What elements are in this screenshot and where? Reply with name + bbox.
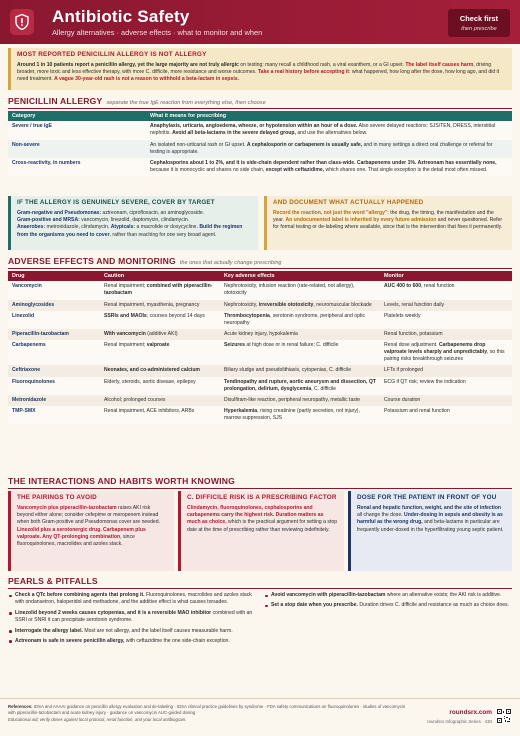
severe-allergy-cover-box — [8, 196, 258, 250]
dose-for-patient-box — [348, 491, 512, 571]
adverse-effects-cell: Hyperkalemia, rising creatinine (partly secretion, not injury), marrow suppression, SJS — [220, 406, 380, 424]
monitor-cell: Renal dose adjustment. Carbapenems drop valproate levels sharply and unpredictably, so this pairing risks breakthrough seizures — [380, 340, 512, 365]
adverse-effects-cell: Nephrotoxicity, irreversible ototoxicity, neuromuscular blockade — [220, 300, 380, 311]
box-text: Renal and hepatic function, weight, and the site of infection all change the dose. Under-dosing in sepsis and obesity is as harmful as the wrong drug, and beta-lactams in particular are frequently under-dosed in the hyperfiltrating young septic patient. — [357, 504, 504, 533]
pearls-section-heading: PEARLS & PITFALLS — [8, 576, 98, 586]
monitor-cell: Levels, renal function daily — [380, 300, 512, 311]
section-divider — [8, 268, 512, 269]
monitor-cell: Potassium and renal function — [380, 406, 512, 424]
drug-cell: TMP-SMX — [8, 406, 100, 424]
pairings-to-avoid-box — [8, 491, 174, 571]
table-row — [8, 340, 512, 365]
penicillin-section-heading: PENICILLIN ALLERGY separate the true IgE reaction from everything else, then choose — [8, 96, 266, 106]
references: References: IDSA and AAAAI guidance on penicillin allergy evaluation and de-labeling · IDSA clinical practice guidelines by syndrome · FDA safety communications on fluoroquinolones · studies of vancomycin with piperacillin-tazobactam and acute kidney injury · guidance on vancomycin AUC-guided dosing Educational aid; verify doses against local protocol, renal function, and your local antibiogram. — [8, 704, 406, 722]
drug-cell: Piperacillin-tazobactam — [8, 329, 100, 340]
box-text: Vancomycin plus piperacillin-tazobactam raises AKI risk beyond either alone; consider cefepime or meropenem instead when both Gram-positive and Pseudomonas cover are needed. Linezolid plus a serotonergic drug. Carbapenem plus valproate. Any QT-prolonging combination, since fluoroquinolones, macrolides and azoles stack. — [17, 504, 160, 548]
box-title: DOSE FOR THE PATIENT IN FRONT OF YOU — [357, 494, 497, 501]
pearl-item: Linezolid beyond 2 weeks causes cytopenias, and it is a reversible MAO inhibitor combined with an SSRI or SNRI it can precipitate serotonin syndrome. — [8, 610, 256, 625]
table-row — [8, 281, 512, 299]
column-header: What it means for prescribing — [146, 111, 512, 121]
monitor-cell: AUC 400 to 600, renal function — [380, 281, 512, 299]
pearl-item: Interrogate the allergy label. Most are not allergy, and the label itself causes measurable harm. — [8, 628, 256, 635]
drug-cell: Metronidazole — [8, 395, 100, 406]
table-row — [8, 395, 512, 406]
page-title: Antibiotic Safety — [52, 7, 190, 26]
adverse-effects-cell: Seizures at high dose or in renal failure; C. difficile — [220, 340, 380, 365]
section-divider — [8, 108, 512, 109]
caution-cell: Alcohol; prolonged courses — [100, 395, 220, 406]
meaning-cell: An isolated non-urticarial rash or GI upset. A cephalosporin or carbapenem is usually safe, and in many settings a direct oral challenge or referral for testing is appropriate. — [146, 140, 512, 158]
column-header: Caution — [100, 271, 220, 281]
badge-line-1: Check first — [459, 14, 499, 23]
footer — [0, 698, 520, 736]
adverse-section-heading: ADVERSE EFFECTS AND MONITORING the ones that actually change prescribing — [8, 256, 282, 266]
section-divider — [8, 488, 512, 489]
caution-cell: Renal impairment; combined with piperacillin-tazobactam — [100, 281, 220, 299]
penicillin-table — [8, 111, 512, 176]
category-cell: Non-severe — [8, 140, 146, 158]
adverse-effects-cell: Nephrotoxicity, infusion reaction (rate-related, not allergy), ototoxicity — [220, 281, 380, 299]
table-row — [8, 329, 512, 340]
caution-cell: Renal impairment; valproate — [100, 340, 220, 365]
pearl-item: Check a QTc before combining agents that prolong it. Fluoroquinolones, macrolides and azoles stack with ondansetron, haloperidol and methadone, and the additive effect is what causes torsades. — [8, 592, 256, 607]
drug-cell: Ceftriaxone — [8, 365, 100, 376]
drug-cell: Vancomycin — [8, 281, 100, 299]
column-header: Drug — [8, 271, 100, 281]
box-text: Clindamycin, fluoroquinolones, cephalosporins and carbapenems carry the highest risk. Duration matters as much as choice, which is the practical argument for setting a stop date at the time of prescribing rather than reviewing indefinitely. — [187, 504, 338, 533]
shield-icon — [10, 9, 34, 35]
adverse-effects-table — [8, 271, 512, 424]
caution-cell: Renal impairment, ACE inhibitors, ARBs — [100, 406, 220, 424]
table-row — [8, 140, 512, 158]
site-link[interactable]: roundsrx.com — [449, 709, 492, 716]
c-difficile-risk-box — [178, 491, 344, 571]
brand-block — [427, 709, 492, 725]
column-header: Category — [8, 111, 146, 121]
category-cell: Severe / true IgE — [8, 121, 146, 139]
allergy-alert-box — [8, 48, 512, 90]
box-title: AND DOCUMENT WHAT ACTUALLY HAPPENED — [273, 199, 424, 206]
table-row — [8, 406, 512, 424]
caution-cell: With vancomycin (additive AKI) — [100, 329, 220, 340]
box-title: C. DIFFICILE RISK IS A PRESCRIBING FACTOR — [187, 494, 337, 501]
qr-code-icon — [496, 708, 512, 724]
drug-cell: Fluoroquinolones — [8, 377, 100, 395]
pearl-item: Set a stop date when you prescribe. Duration drives C. difficile and resistance as much as choice does. — [264, 602, 512, 609]
table-row — [8, 377, 512, 395]
pearl-item: Avoid vancomycin with piperacillin-tazobactam where an alternative exists; the AKI risk is additive. — [264, 592, 512, 599]
document-reaction-box — [264, 196, 512, 250]
table-row — [8, 311, 512, 329]
adverse-effects-cell: Tendinopathy and rupture, aortic aneurysm and dissection, QT prolongation, delirium, dysglycemia, C. difficile — [220, 377, 380, 395]
check-first-badge — [448, 9, 510, 37]
monitor-cell: Platelets weekly — [380, 311, 512, 329]
table-row — [8, 158, 512, 176]
page-subtitle: Allergy alternatives · adverse effects · what to monitor and when — [52, 28, 263, 37]
badge-line-2: then prescribe — [461, 25, 497, 32]
category-cell: Cross-reactivity, in numbers — [8, 158, 146, 176]
pearl-item: Aztreonam is safe in severe penicillin allergy, with ceftazidime the one side-chain exception. — [8, 638, 256, 645]
adverse-effects-cell: Acute kidney injury, hypokalemia — [220, 329, 380, 340]
meaning-cell: Cephalosporins about 1 to 2%, and it is side-chain dependent rather than class-wide. Carbapenems under 1%. Aztreonam has essentially none, because it is monocyclic and shares no side chain, except with ceftazidime, which shares one. That single exception is the detail most often missed. — [146, 158, 512, 176]
column-header: Monitor — [380, 271, 512, 281]
header-banner — [0, 0, 520, 44]
caution-cell: Elderly, steroids, aortic disease, epilepsy — [100, 377, 220, 395]
alert-text: Around 1 in 10 patients report a penicillin allergy, yet the large majority are not truly allergic on testing: many recall a childhood rash, a viral exanthem, or a GI upset. The label itself causes harm, driving broader, more toxic and less effective therapy, with more C. difficile, more resistance and worse outcomes. Take a real history before accepting it: what happened, how long after the dose, how long ago, and did it need treatment. A vague 30-year-old rash is not a reason to withhold a beta-lactam in sepsis. — [17, 61, 500, 83]
caution-cell: SSRIs and MAOIs; courses beyond 14 days — [100, 311, 220, 329]
monitor-cell: Renal function, potassium — [380, 329, 512, 340]
monitor-cell: Course duration — [380, 395, 512, 406]
box-title: IF THE ALLERGY IS GENUINELY SEVERE, COVER BY TARGET — [17, 199, 215, 206]
meaning-cell: Anaphylaxis, urticaria, angioedema, wheeze, or hypotension within an hour of a dose. Also severe delayed reactions: SJS/TEN, DRESS, interstitial nephritis. Avoid all beta-lactams in the severe delayed group, and use the alternatives below. — [146, 121, 512, 139]
habits-section-heading: THE INTERACTIONS AND HABITS WORTH KNOWING — [8, 476, 236, 486]
disclaimer: Educational aid; verify doses against local protocol, renal function, and your local antibiogram. — [8, 716, 187, 722]
monitor-cell: ECG if QT risk; review the indication — [380, 377, 512, 395]
alert-title: MOST REPORTED PENICILLIN ALLERGY IS NOT ALLERGY — [17, 51, 207, 58]
caution-cell: Renal impairment, myasthenia, pregnancy — [100, 300, 220, 311]
box-text: Gram-negative and Pseudomonas: aztreonam, ciprofloxacin, an aminoglycoside. Gram-positive and MRSA: vancomycin, linezolid, daptomycin, clindamycin. Anaerobes: metronidazole, clindamycin. Atypicals: a macrolide or doxycycline. Build the regimen from the organisms you need to cover, rather than reaching for one very broad agent. — [17, 209, 243, 238]
adverse-effects-cell: Disulfiram-like reaction, peripheral neuropathy, metallic taste — [220, 395, 380, 406]
caution-cell: Neonates, and co-administered calcium — [100, 365, 220, 376]
box-text: Record the reaction, not just the word "allergy": the drug, the timing, the manifestation and the year. An undocumented label is inherited by every future admission and never questioned. Refer for formal testing or de-labeling where available, since that is the intervention that fixes it permanently. — [273, 209, 503, 231]
column-header: Key adverse effects — [220, 271, 380, 281]
drug-cell: Aminoglycosides — [8, 300, 100, 311]
table-row — [8, 300, 512, 311]
box-title: THE PAIRINGS TO AVOID — [17, 494, 97, 501]
adverse-effects-cell: Biliary sludge and pseudolithiasis, cytopenias, C. difficile — [220, 365, 380, 376]
drug-cell: Linezolid — [8, 311, 100, 329]
adverse-effects-cell: Thrombocytopenia, serotonin syndrome, peripheral and optic neuropathy — [220, 311, 380, 329]
section-divider — [8, 588, 512, 589]
drug-cell: Carbapenems — [8, 340, 100, 365]
table-row — [8, 121, 512, 139]
table-row — [8, 365, 512, 376]
series-label: roundsrx Infographic Series · 430 — [427, 718, 492, 724]
monitor-cell: LFTs if prolonged — [380, 365, 512, 376]
